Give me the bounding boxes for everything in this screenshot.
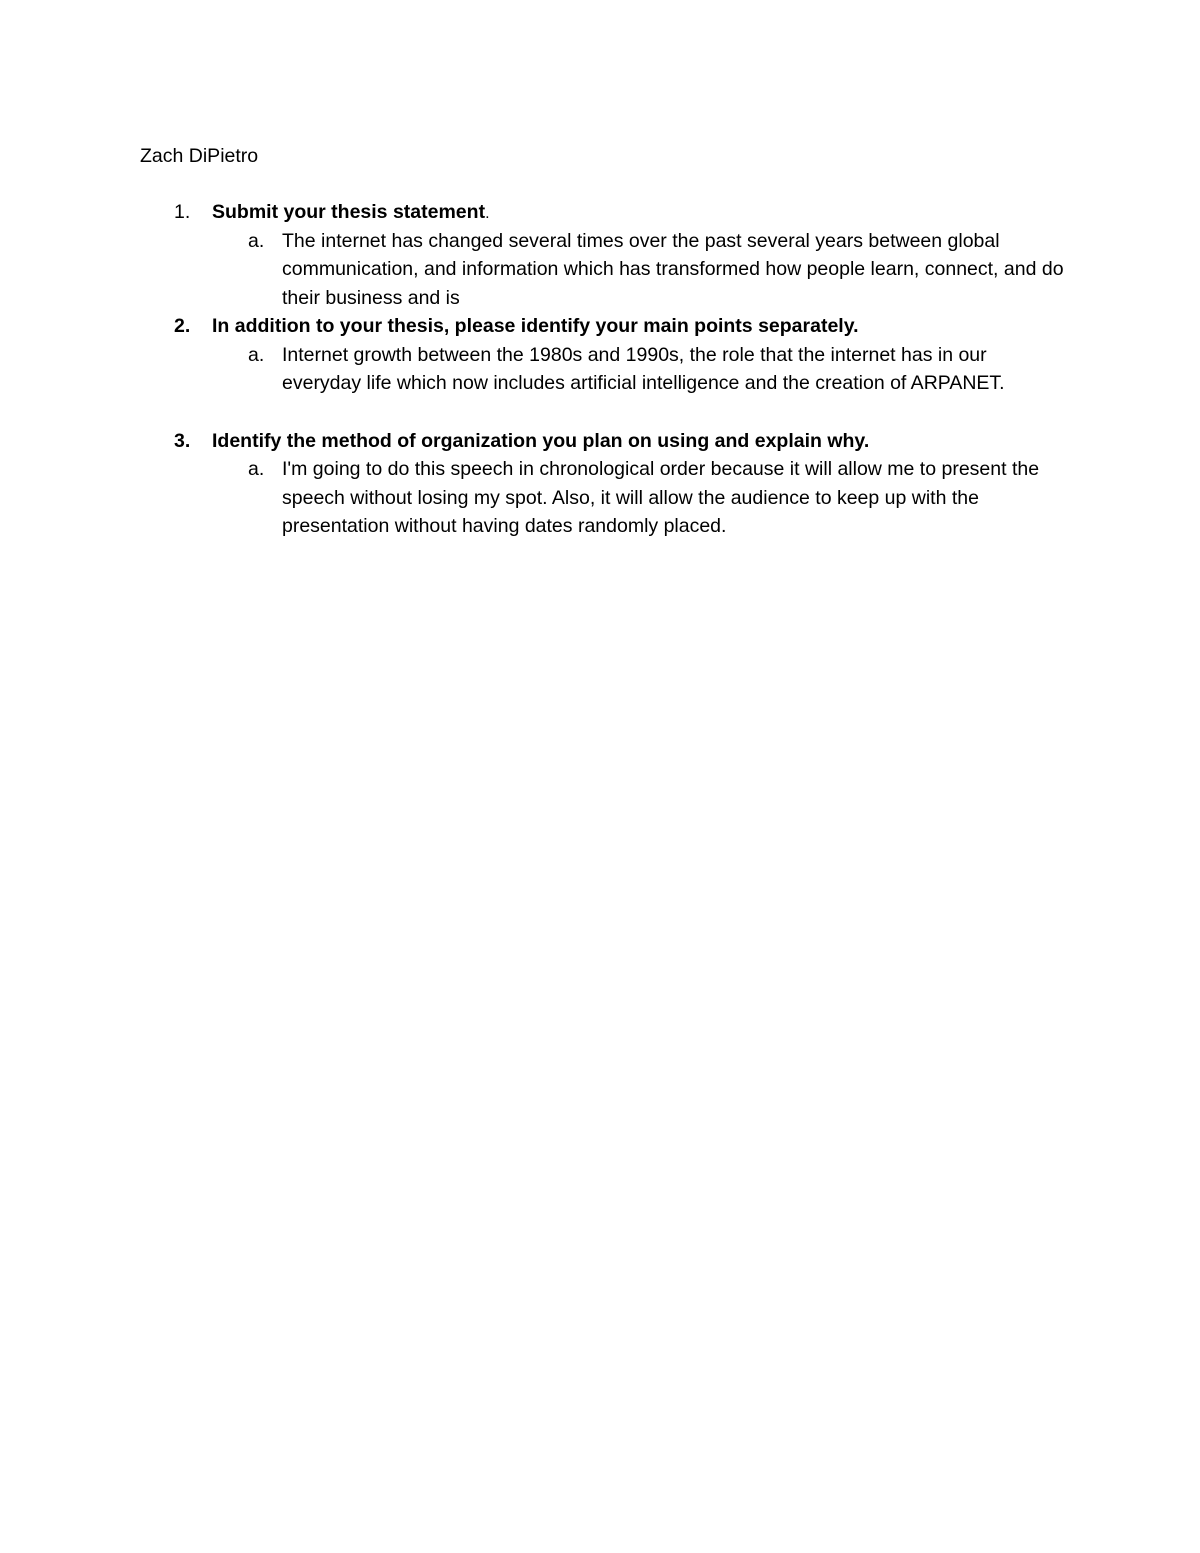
question-list xyxy=(140,198,1070,541)
answer-item xyxy=(212,455,1070,541)
answer-letter: a. xyxy=(248,458,265,480)
answer-letter: a. xyxy=(248,343,265,366)
question-item-2 xyxy=(140,312,1070,398)
question-item-1 xyxy=(140,198,1070,312)
question-prompt: Identify the method of organization you plan on using and explain why. xyxy=(212,429,870,452)
question-prompt: Submit your thesis statement xyxy=(212,201,486,223)
author-name: Zach DiPietro xyxy=(140,145,259,167)
question-number: 2. xyxy=(174,315,191,337)
question-prompt: In addition to your thesis, please identify your main points separately. xyxy=(212,315,859,337)
answer-text: The internet has changed several times over the past several years between global communication, and information which has transformed how people learn, connect, and do their business and is xyxy=(282,229,1064,309)
answer-letter: a. xyxy=(248,229,265,252)
answer-text: I'm going to do this speech in chronological order because it will allow me to present the speech without losing my spot. Also, it will allow the audience to keep up with the presentation without having dates randomly placed. xyxy=(282,458,1040,537)
answer-item xyxy=(212,341,1070,398)
answer-text: Internet growth between the 1980s and 1990s, the role that the internet has in our everyday life which now includes artificial intelligence and the creation of ARPANET. xyxy=(282,343,1005,394)
answer-item xyxy=(212,227,1070,313)
blank-line xyxy=(140,398,1070,427)
question-number: 1. xyxy=(174,201,191,223)
question-prompt-suffix: . xyxy=(485,205,490,222)
question-item-3 xyxy=(140,427,1070,541)
question-number: 3. xyxy=(174,429,191,452)
